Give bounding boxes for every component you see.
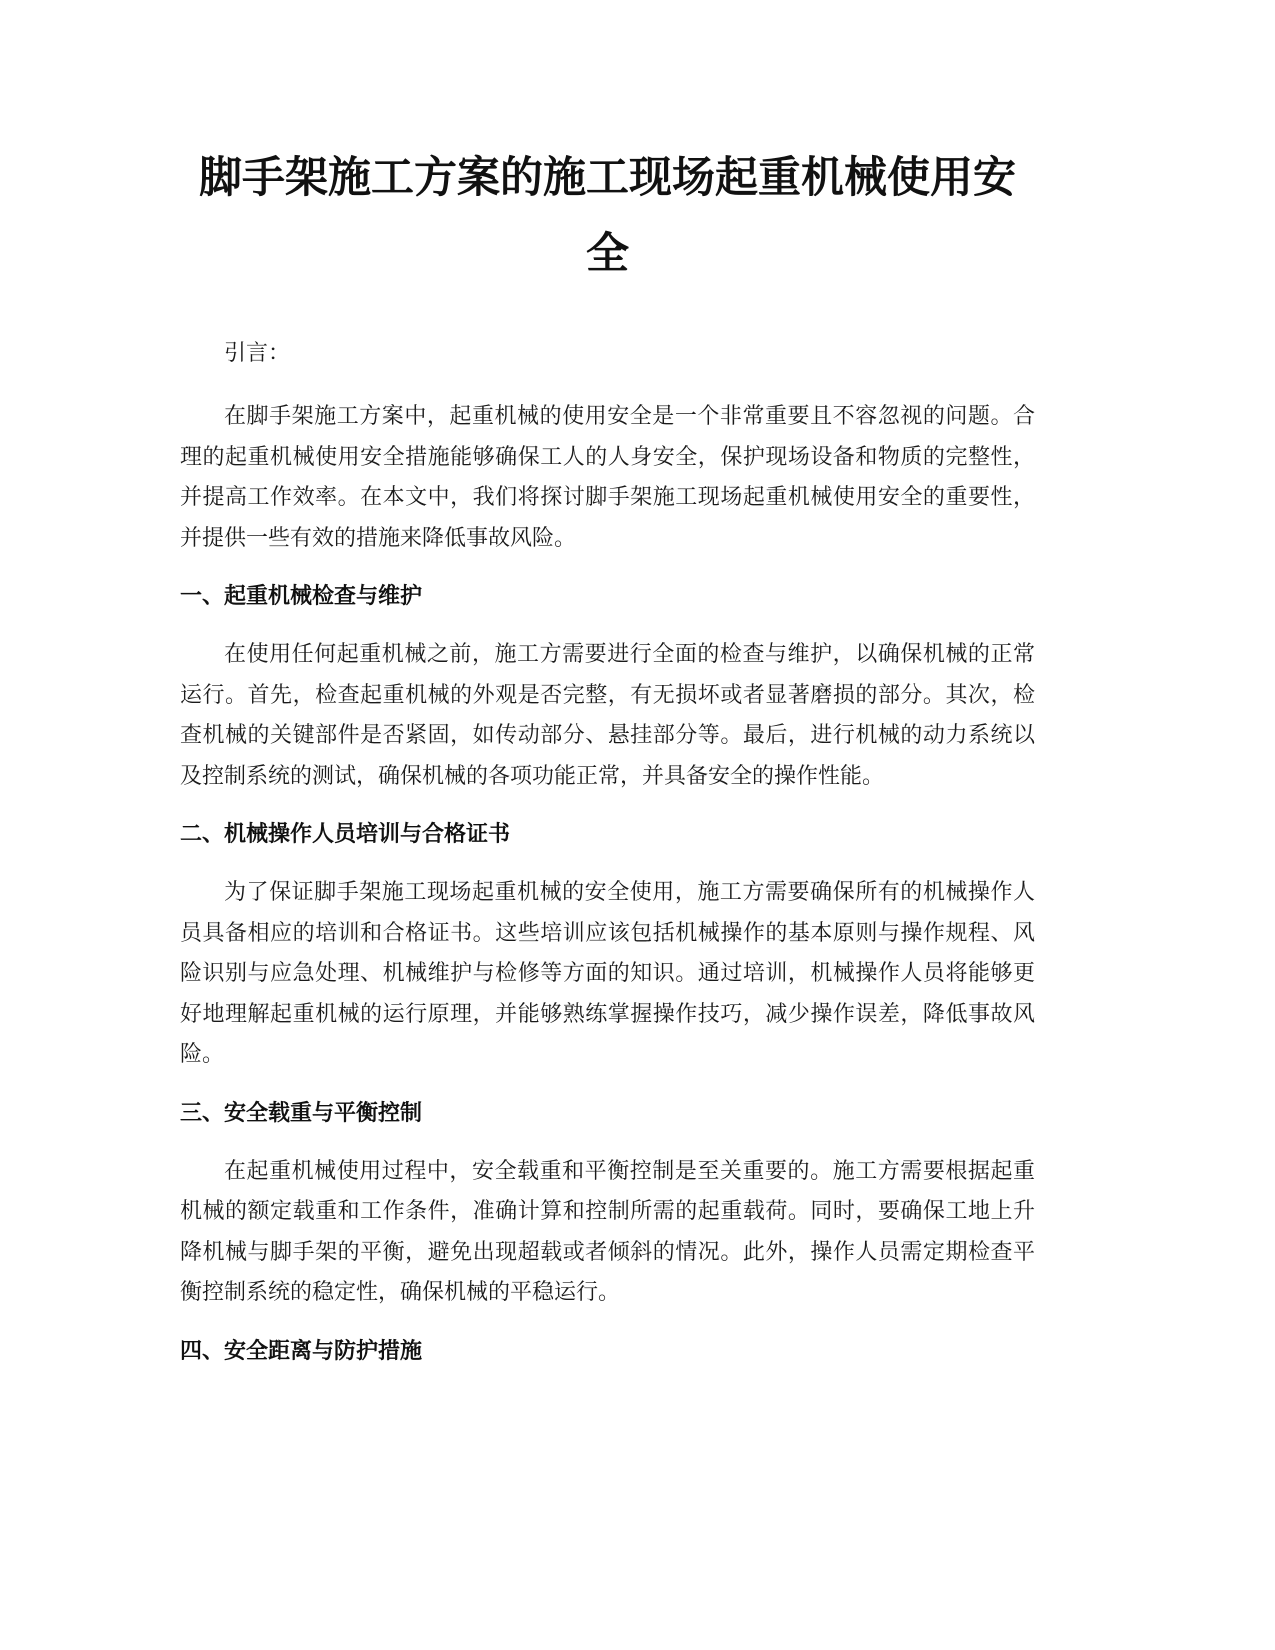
section-1 <box>180 577 1035 797</box>
section-body: 在使用任何起重机械之前，施工方需要进行全面的检查与维护，以确保机械的正常运行。首先，检查起重机械的外观是否完整，有无损坏或者显著磨损的部分。其次，检查机械的关键部件是否紧固，如传动部分、悬挂部分等。最后，进行机械的动力系统以及控制系统的测试，确保机械的各项功能正常，并具备安全的操作性能。 <box>180 642 1035 789</box>
section-4 <box>180 1332 1035 1372</box>
section-3 <box>180 1094 1035 1314</box>
section-heading: 三、安全载重与平衡控制 <box>180 1100 423 1126</box>
section-body: 为了保证脚手架施工现场起重机械的安全使用，施工方需要确保所有的机械操作人员具备相应的培训和合格证书。这些培训应该包括机械操作的基本原则与操作规程、风险识别与应急处理、机械维护与检修等方面的知识。通过培训，机械操作人员将能够更好地理解起重机械的运行原理，并能够熟练掌握操作技巧，减少操作误差，降低事故风险。 <box>180 880 1035 1067</box>
intro-paragraph: 在脚手架施工方案中，起重机械的使用安全是一个非常重要且不容忽视的问题。合理的起重机械使用安全措施能够确保工人的人身安全，保护现场设备和物质的完整性，并提高工作效率。在本文中，我们将探讨脚手架施工现场起重机械使用安全的重要性，并提供一些有效的措施来降低事故风险。 <box>180 404 1035 551</box>
section-body: 在起重机械使用过程中，安全载重和平衡控制是至关重要的。施工方需要根据起重机械的额定载重和工作条件，准确计算和控制所需的起重载荷。同时，要确保工地上升降机械与脚手架的平衡，避免出现超载或者倾斜的情况。此外，操作人员需定期检查平衡控制系统的稳定性，确保机械的平稳运行。 <box>180 1158 1035 1305</box>
document-page <box>180 140 1035 1390</box>
section-heading: 二、机械操作人员培训与合格证书 <box>180 822 511 847</box>
section-heading: 四、安全距离与防护措施 <box>180 1338 423 1364</box>
section-heading: 一、起重机械检查与维护 <box>180 584 423 609</box>
section-2 <box>180 815 1035 1076</box>
document-title: 脚手架施工方案的施工现场起重机械使用安全 <box>199 153 1016 279</box>
intro-label: 引言： <box>224 341 291 366</box>
